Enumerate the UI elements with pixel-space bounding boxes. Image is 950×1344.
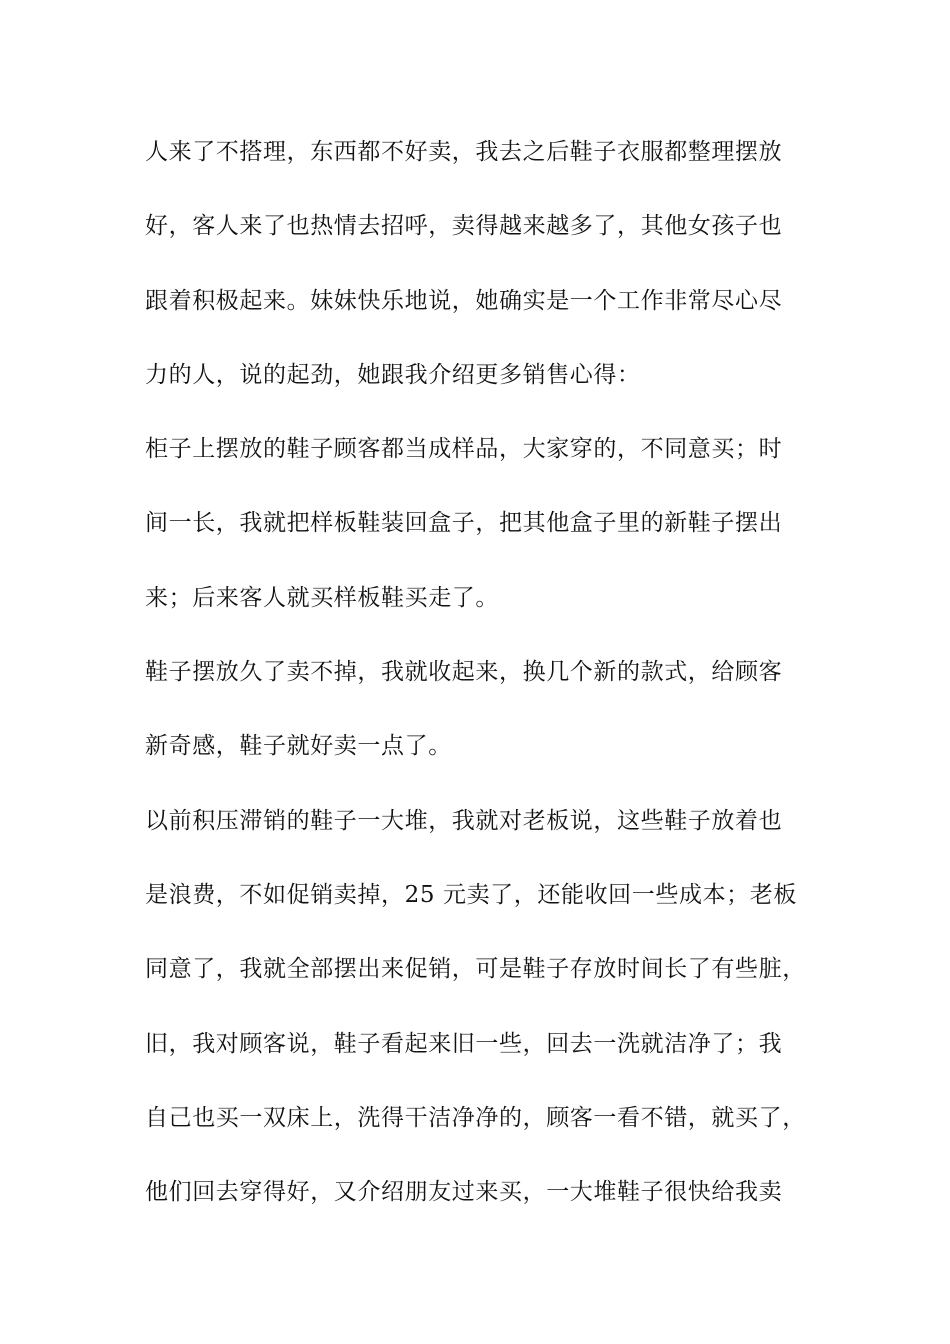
text-line-3: 跟着积极起来。妹妹快乐地说，她确实是一个工作非常尽心尽 [145, 287, 783, 314]
text-line-15: 他们回去穿得好，又介绍朋友过来买，一大堆鞋子很快给我卖 [145, 1179, 783, 1206]
text-line-13: 旧，我对顾客说，鞋子看起来旧一些，回去一洗就洁净了；我 [145, 1030, 783, 1057]
text-line-7: 来；后来客人就买样板鞋买走了。 [145, 584, 499, 611]
document-body [145, 130, 825, 1244]
text-line-9: 新奇感，鞋子就好卖一点了。 [145, 733, 452, 760]
text-line-1: 人来了不搭理，东西都不好卖，我去之后鞋子衣服都整理摆放 [145, 139, 783, 165]
text-line-14: 自己也买一双床上，洗得干洁净净的，顾客一看不错，就买了， [145, 1104, 806, 1131]
text-line-12: 同意了，我就全部摆出来促销，可是鞋子存放时间长了有些脏， [145, 956, 806, 983]
text-line-2: 好，客人来了也热情去招呼，卖得越来越多了，其他女孩子也 [145, 213, 783, 240]
text-line-4: 力的人，说的起劲，她跟我介绍更多销售心得： [145, 361, 641, 388]
text-line-10: 以前积压滞销的鞋子一大堆，我就对老板说，这些鞋子放着也 [145, 807, 783, 834]
text-line-5: 柜子上摆放的鞋子顾客都当成样品，大家穿的，不同意买；时 [145, 436, 783, 463]
text-line-6: 间一长，我就把样板鞋装回盒子，把其他盒子里的新鞋子摆出 [145, 510, 783, 537]
text-line-8: 鞋子摆放久了卖不掉，我就收起来，换几个新的款式，给顾客 [145, 659, 783, 686]
text-line-11: 是浪费，不如促销卖掉，25 元卖了，还能收回一些成本；老板 [145, 881, 797, 908]
